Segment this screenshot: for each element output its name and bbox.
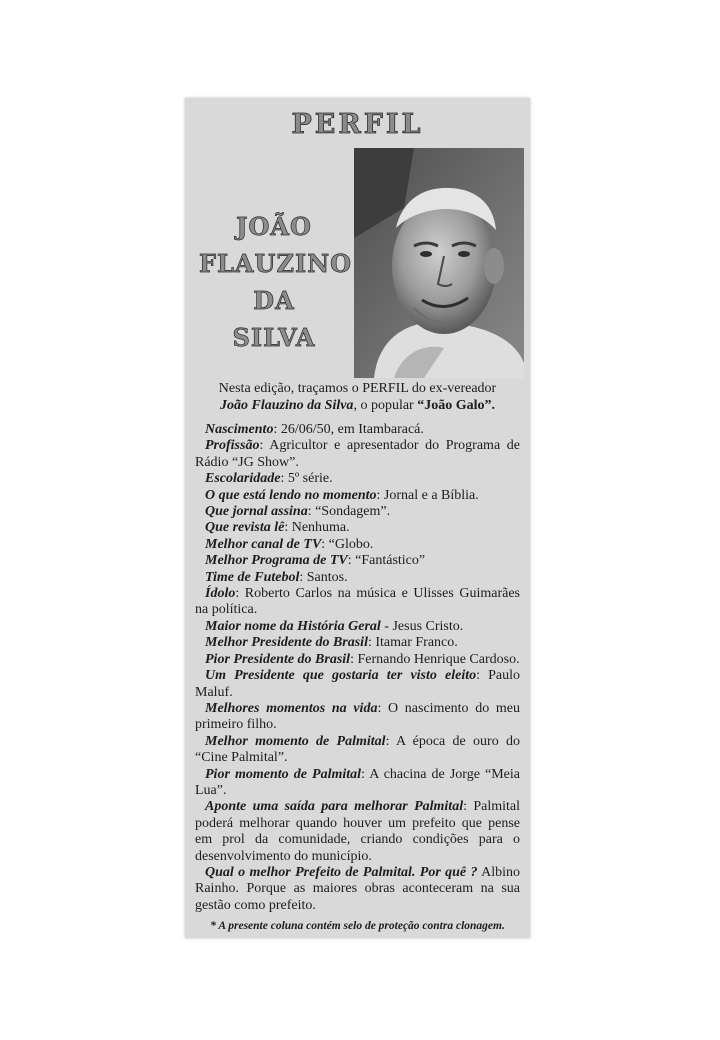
intro-name: João Flauzino da Silva bbox=[220, 398, 354, 413]
fact-separator: : bbox=[280, 471, 288, 487]
fact-value: “Globo. bbox=[328, 536, 374, 552]
fact-separator: : bbox=[463, 799, 474, 815]
fact-item bbox=[195, 734, 520, 767]
fact-item bbox=[195, 438, 520, 471]
fact-item bbox=[195, 767, 520, 800]
fact-label: Melhor Presidente do Brasil bbox=[205, 635, 368, 651]
fact-value: Fernando Henrique Cardoso. bbox=[357, 651, 520, 667]
fact-value: Nenhuma. bbox=[291, 520, 350, 536]
intro-mid: , o popular bbox=[353, 398, 418, 413]
fact-value: A chacina de Jorge “Meia Lua”. bbox=[195, 766, 520, 798]
fact-item bbox=[195, 668, 520, 701]
fact-separator: : bbox=[299, 569, 307, 585]
fact-separator: : bbox=[273, 422, 281, 437]
fact-label: Pior momento de Palmital bbox=[205, 766, 362, 782]
portrait-photo bbox=[354, 148, 524, 378]
intro-nickname: “João Galo”. bbox=[417, 398, 495, 413]
fact-label: Pior Presidente do Brasil bbox=[205, 651, 351, 667]
name-line: FLAUZINO bbox=[199, 249, 353, 278]
fact-label: Melhores momentos na vida bbox=[205, 700, 378, 716]
intro-lead: Nesta edição, traçamos o PERFIL do ex-vereador bbox=[218, 381, 497, 396]
name-line: SILVA bbox=[232, 323, 316, 352]
fact-label: Escolaridade bbox=[205, 471, 281, 487]
fact-item bbox=[195, 799, 520, 865]
fact-item bbox=[195, 422, 520, 438]
footnote: * A presente coluna contém selo de proteção contra clonagem. bbox=[210, 920, 505, 933]
profile-name bbox=[199, 208, 353, 356]
fact-separator: : bbox=[376, 487, 384, 503]
fact-value: Jesus Cristo. bbox=[392, 618, 464, 634]
fact-item bbox=[195, 701, 520, 734]
fact-item bbox=[195, 865, 520, 914]
fact-label: Aponte uma saída para melhorar Palmital bbox=[205, 799, 464, 815]
fact-label: Um Presidente que gostaria ter visto eleito bbox=[205, 668, 477, 684]
fact-value: 5º série. bbox=[287, 471, 333, 487]
fact-separator: : bbox=[284, 520, 292, 536]
fact-separator: : bbox=[476, 668, 489, 684]
fact-value: “Sondagem”. bbox=[315, 504, 391, 520]
fact-value: Itamar Franco. bbox=[375, 635, 458, 651]
fact-item bbox=[195, 488, 520, 504]
fact-value: “Fantástico” bbox=[355, 553, 426, 569]
fact-item bbox=[195, 537, 520, 553]
fact-separator: : bbox=[350, 651, 358, 667]
name-line: JOÃO bbox=[236, 212, 312, 241]
fact-label: O que está lendo no momento bbox=[205, 487, 377, 503]
fact-value: Albino Rainho. Porque as maiores obras aconteceram na sua gestão como prefeito. bbox=[195, 864, 520, 913]
portrait-illustration bbox=[354, 148, 524, 378]
fact-item bbox=[195, 553, 520, 569]
fact-value: Palmital poderá melhorar quando houver um prefeito que pense em prol da comunidade, criando condições para o desenvolvimento do município. bbox=[195, 799, 520, 864]
fact-label: Melhor Programa de TV bbox=[205, 553, 348, 569]
fact-separator: : bbox=[385, 733, 396, 749]
fact-item bbox=[195, 635, 520, 651]
fact-label: Maior nome da História Geral bbox=[205, 618, 381, 634]
fact-label: Nascimento bbox=[205, 422, 274, 437]
fact-label: Que revista lê bbox=[205, 520, 285, 536]
fact-label: Que jornal assina bbox=[205, 504, 308, 520]
fact-item bbox=[195, 471, 520, 487]
fact-separator: : bbox=[361, 766, 370, 782]
fact-label: Melhor canal de TV bbox=[205, 536, 322, 552]
fact-value: Santos. bbox=[306, 569, 348, 585]
fact-separator: : bbox=[235, 586, 245, 602]
fact-label: Ídolo bbox=[205, 586, 236, 602]
fact-separator: : bbox=[377, 700, 389, 716]
fact-item bbox=[195, 504, 520, 520]
fact-item bbox=[195, 586, 520, 619]
header-row bbox=[193, 148, 522, 380]
fact-separator: : bbox=[259, 438, 270, 454]
fact-separator: : bbox=[367, 635, 376, 651]
fact-separator: : bbox=[321, 536, 329, 552]
fact-value: Roberto Carlos na música e Ulisses Guimarães na política. bbox=[195, 586, 520, 618]
fact-value: 26/06/50, em Itambaracá. bbox=[280, 422, 424, 437]
fact-value: Agricultor e apresentador do Programa de Rádio “JG Show”. bbox=[195, 438, 520, 470]
profile-facts bbox=[193, 422, 522, 914]
newspaper-clipping bbox=[185, 98, 530, 938]
fact-value: Paulo Maluf. bbox=[195, 668, 521, 700]
column-title: PERFIL bbox=[291, 109, 424, 140]
fact-label: Melhor momento de Palmital bbox=[205, 733, 386, 749]
fact-separator: - bbox=[380, 618, 393, 634]
fact-label: Qual o melhor Prefeito de Palmital. Por quê ? bbox=[205, 864, 478, 880]
fact-separator: : bbox=[307, 504, 316, 520]
fact-value: A época de ouro do “Cine Palmital”. bbox=[195, 733, 521, 766]
fact-item bbox=[195, 619, 520, 635]
fact-item bbox=[195, 520, 520, 536]
fact-separator: : bbox=[347, 553, 356, 569]
fact-item bbox=[195, 652, 520, 668]
fact-value: O nascimento do meu primeiro filho. bbox=[195, 700, 520, 733]
fact-item bbox=[195, 570, 520, 586]
fact-value: Jornal e a Bíblia. bbox=[383, 487, 479, 503]
name-line: DA bbox=[253, 286, 295, 315]
fact-label: Profissão bbox=[205, 438, 260, 454]
intro-paragraph bbox=[193, 380, 522, 414]
fact-label: Time de Futebol bbox=[205, 569, 300, 585]
